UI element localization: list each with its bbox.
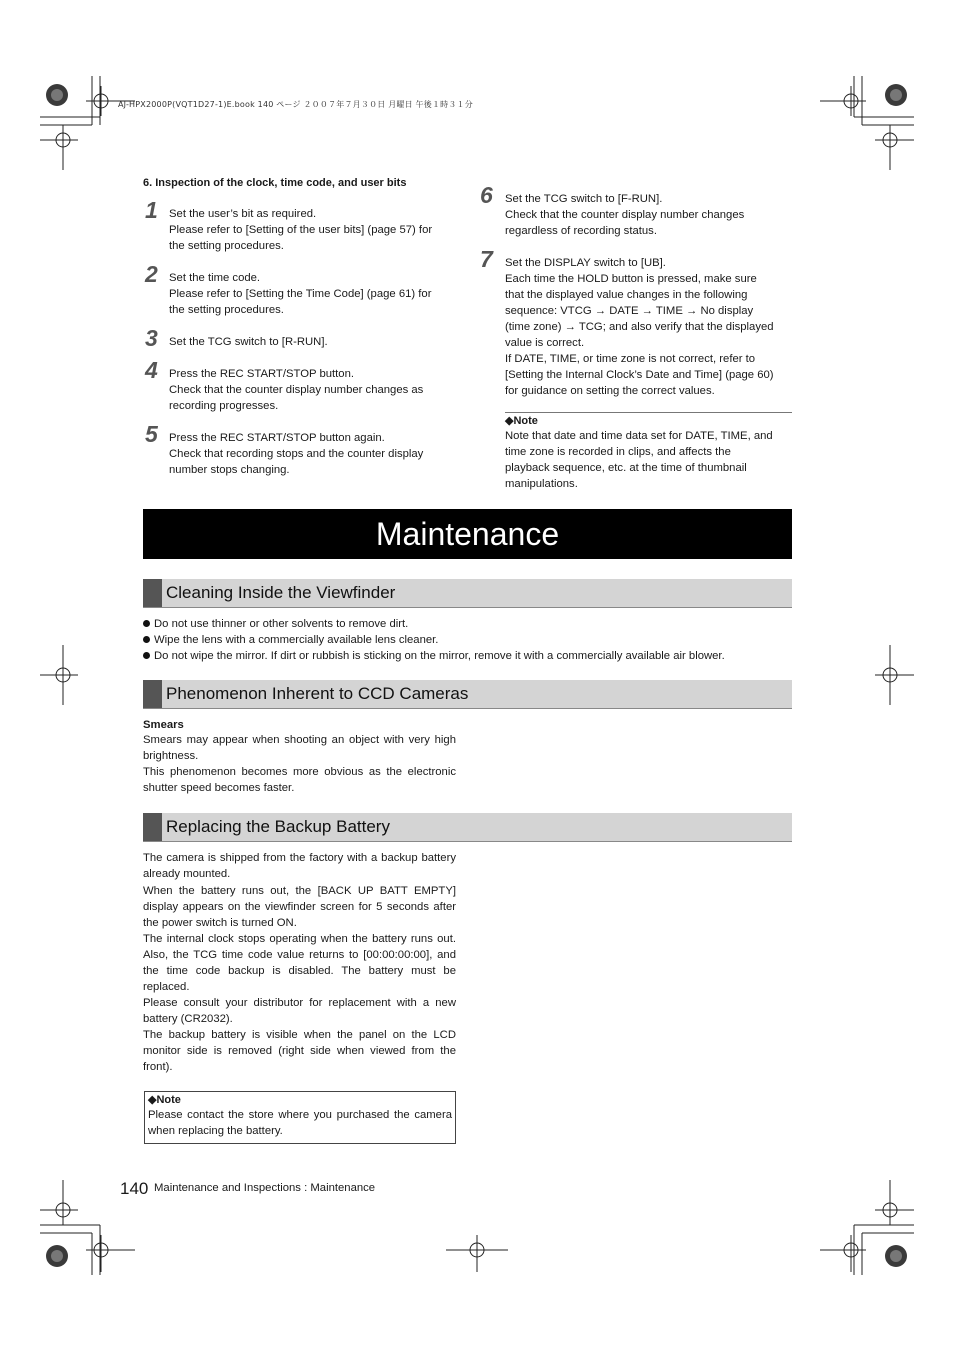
section-header-battery [143, 813, 792, 842]
step-number: 1 [145, 197, 158, 223]
bullet-icon [143, 636, 150, 643]
step-text: Press the REC START/STOP button again. Check that recording stops and the counter display number stops changing. [169, 432, 424, 476]
step-text: Set the DISPLAY switch to [UB]. Each time the HOLD button is pressed, make sure that the displayed value changes in the following sequence: VTCG → DATE → TIME → No display (time zone) → TCG; and also verify that the displayed value is correct. If DATE, TIME, or time zone is not correct, refer to [Setting the Internal Clock’s Date and Time] (page 60) for guidance on setting the correct values. [505, 257, 774, 397]
bullet-item: Do not wipe the mirror. If dirt or rubbish is sticking on the mirror, remove it with a commercially available air blower. [143, 648, 725, 664]
note-box [144, 1091, 456, 1144]
footer-text: Maintenance and Inspections : Maintenance [154, 1182, 376, 1194]
section-header-ccd [143, 680, 792, 709]
inspection-title: 6. Inspection of the clock, time code, and user bits [143, 177, 407, 189]
paragraph: Smears may appear when shooting an object with very high brightness. [143, 734, 456, 762]
bullet-item: Do not use thinner or other solvents to remove dirt. [143, 616, 408, 632]
paragraph: Please consult your distributor for replacement with a new battery (CR2032). [143, 997, 456, 1025]
note-text: Note that date and time data set for DATE, TIME, and time zone is recorded in clips, and affects the playback sequence, etc. at the time of thumbnail manipulations. [505, 430, 773, 490]
step-text: Set the time code. Please refer to [Setting the Time Code] (page 61) for the setting procedures. [169, 272, 432, 316]
section-tab [143, 579, 162, 607]
paragraph: This phenomenon becomes more obvious as the electronic shutter speed becomes faster. [143, 766, 456, 794]
print-header: AJ-HPX2000P(VQT1D27-1)E.book 140 ページ ２００７年７月３０日 月曜日 午後１時３１分 [118, 100, 473, 109]
step-text: Set the user’s bit as required. Please refer to [Setting of the user bits] (page 57) for the setting procedures. [169, 208, 433, 252]
step-number: 5 [145, 421, 158, 447]
section-tab [143, 813, 162, 841]
paragraph: The backup battery is visible when the panel on the LCD monitor side is removed (right side when viewed from the front). [143, 1029, 456, 1073]
step-text: Set the TCG switch to [R-RUN]. [169, 336, 328, 348]
section-title: Replacing the Backup Battery [166, 817, 390, 836]
step-text: Press the REC START/STOP button. Check that the counter display number changes as recording progresses. [169, 368, 424, 412]
subheading-smears: Smears [143, 719, 184, 731]
step-number: 2 [145, 261, 158, 287]
note-divider [505, 412, 792, 413]
note-heading: ◆Note [148, 1094, 181, 1106]
step-number: 6 [480, 182, 493, 208]
step-number: 4 [145, 357, 158, 383]
paragraph: The internal clock stops operating when the battery runs out. Also, the TCG time code value returns to [00:00:00:00], and the time code backup is disabled. The battery must be replaced. [143, 933, 456, 993]
step-number: 7 [480, 246, 493, 272]
bullet-item: Wipe the lens with a commercially available lens cleaner. [143, 632, 438, 648]
section-title: Cleaning Inside the Viewfinder [166, 583, 396, 602]
note-text: Please contact the store where you purchased the camera when replacing the battery. [148, 1109, 452, 1137]
paragraph: The camera is shipped from the factory with a backup battery already mounted. [143, 852, 456, 880]
paragraph: When the battery runs out, the [BACK UP BATT EMPTY] display appears on the viewfinder screen for 5 seconds after the power switch is turned ON. [143, 885, 456, 929]
bullet-icon [143, 620, 150, 627]
section-header-viewfinder [143, 579, 792, 608]
step-number: 3 [145, 325, 158, 351]
bullet-icon [143, 652, 150, 659]
section-tab [143, 680, 162, 708]
page-number: 140 [120, 1179, 149, 1198]
section-title: Phenomenon Inherent to CCD Cameras [166, 684, 469, 703]
chapter-banner: Maintenance [143, 509, 792, 559]
note-heading: ◆Note [505, 415, 538, 427]
step-text: Set the TCG switch to [F-RUN]. Check that the counter display number changes regardless of recording status. [505, 193, 745, 237]
